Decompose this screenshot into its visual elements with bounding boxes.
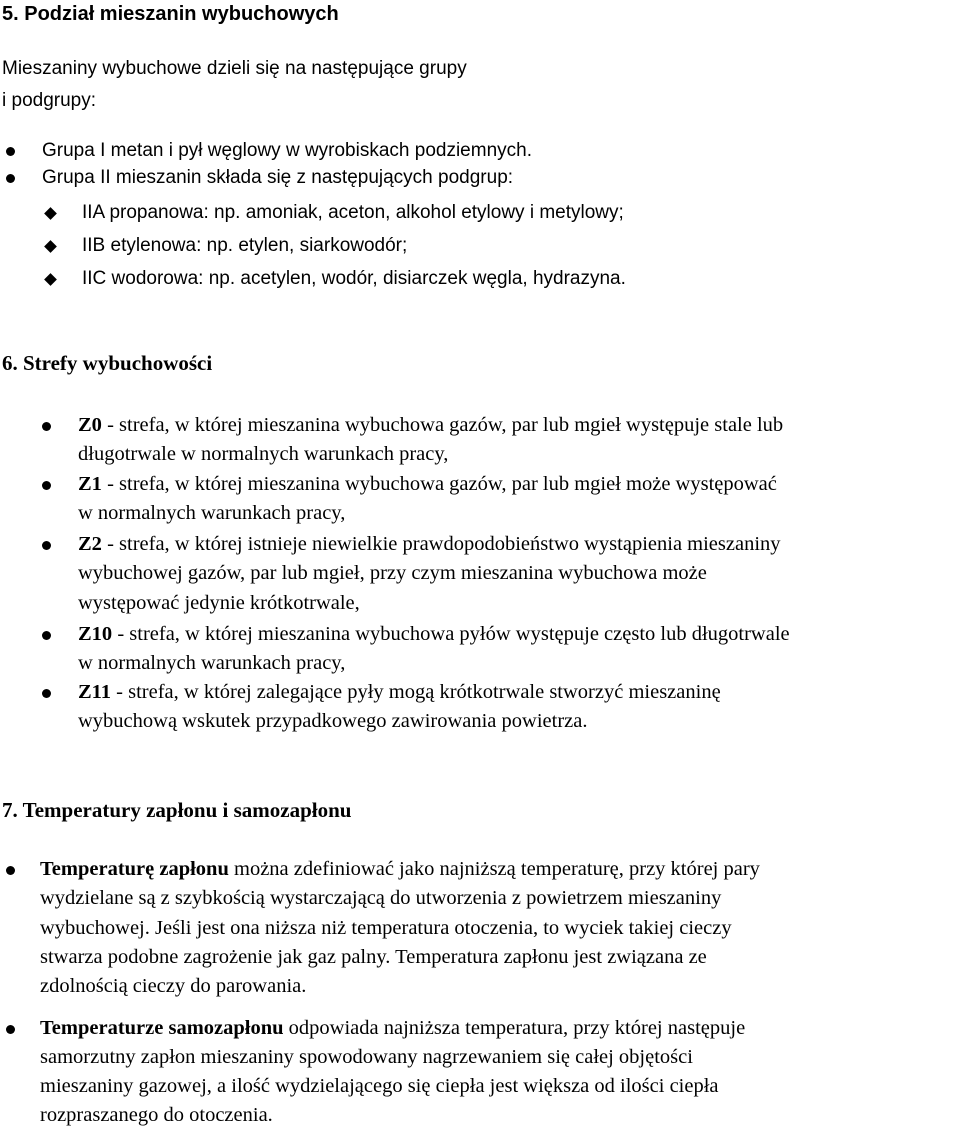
bullet-icon bbox=[42, 631, 51, 640]
zone-z10-code: Z10 bbox=[78, 623, 113, 645]
subgroup-iia-item: IIA propanowa: np. amoniak, aceton, alkohol etylowy i metylowy; bbox=[82, 202, 624, 223]
zone-z0-line-2: długotrwale w normalnych warunkach pracy, bbox=[78, 443, 449, 465]
zone-z2-line-2: wybuchowej gazów, par lub mgieł, przy czym mieszanina wybuchowa może bbox=[78, 562, 707, 584]
autoignition-line-1: Temperaturze samozapłonu odpowiada najniższa temperatura, przy której następuje bbox=[40, 1017, 746, 1039]
zone-z1-line-1: Z1 - strefa, w której mieszanina wybuchowa gazów, par lub mgieł może występować bbox=[78, 473, 777, 495]
section-5-heading: 5. Podział mieszanin wybuchowych bbox=[2, 3, 339, 25]
diamond-bullet-icon bbox=[44, 273, 57, 286]
bullet-icon bbox=[6, 174, 15, 183]
section-5-intro-line-1: Mieszaniny wybuchowe dzieli się na następujące grupy bbox=[2, 58, 467, 79]
flash-point-line-2: wydzielane są z szybkością wystarczającą do utworzenia z powietrzem mieszaniny bbox=[40, 887, 722, 909]
bullet-icon bbox=[6, 1025, 15, 1034]
autoignition-line-2: samorzutny zapłon mieszaniny spowodowany nagrzewaniem się całej objętości bbox=[40, 1046, 693, 1068]
bullet-icon bbox=[42, 689, 51, 698]
bullet-icon bbox=[42, 422, 51, 431]
group-1-item: Grupa I metan i pył węglowy w wyrobiskach podziemnych. bbox=[42, 140, 532, 161]
autoignition-term: Temperaturze samozapłonu bbox=[40, 1017, 284, 1039]
zone-z10-line-2: w normalnych warunkach pracy, bbox=[78, 652, 346, 674]
flash-point-line-3: wybuchowej. Jeśli jest ona niższa niż temperatura otoczenia, to wyciek takiej cieczy bbox=[40, 917, 732, 939]
bullet-icon bbox=[6, 866, 15, 875]
zone-z0-code: Z0 bbox=[78, 414, 102, 436]
diamond-bullet-icon bbox=[44, 240, 57, 253]
section-7-heading: 7. Temperatury zapłonu i samozapłonu bbox=[2, 798, 352, 822]
zone-z11-code: Z11 bbox=[78, 681, 112, 703]
zone-z2-line-1: Z2 - strefa, w której istnieje niewielkie prawdopodobieństwo wystąpienia mieszaniny bbox=[78, 533, 781, 555]
zone-z1-code: Z1 bbox=[78, 473, 102, 495]
zone-z11-line-1: Z11 - strefa, w której zalegające pyły mogą krótkotrwale stworzyć mieszaninę bbox=[78, 681, 721, 703]
zone-z10-line-1: Z10 - strefa, w której mieszanina wybuchowa pyłów występuje często lub długotrwale bbox=[78, 623, 790, 645]
flash-point-term: Temperaturę zapłonu bbox=[40, 858, 229, 880]
zone-z11-line-2: wybuchową wskutek przypadkowego zawirowania powietrza. bbox=[78, 710, 588, 732]
section-6-heading: 6. Strefy wybuchowości bbox=[2, 351, 213, 375]
zone-z0-line-1: Z0 - strefa, w której mieszanina wybuchowa gazów, par lub mgieł występuje stale lub bbox=[78, 414, 784, 436]
diamond-bullet-icon bbox=[44, 207, 57, 220]
subgroup-iib-item: IIB etylenowa: np. etylen, siarkowodór; bbox=[82, 235, 408, 256]
autoignition-line-4: rozpraszanego do otoczenia. bbox=[40, 1104, 273, 1126]
bullet-icon bbox=[42, 541, 51, 550]
flash-point-line-4: stwarza podobne zagrożenie jak gaz palny. Temperatura zapłonu jest związana ze bbox=[40, 946, 707, 968]
flash-point-line-1: Temperaturę zapłonu można zdefiniować jako najniższą temperaturę, przy której pary bbox=[40, 858, 760, 880]
section-5-intro-line-2: i podgrupy: bbox=[2, 90, 97, 111]
zone-z2-line-3: występować jedynie krótkotrwale, bbox=[78, 592, 360, 614]
bullet-icon bbox=[6, 147, 15, 156]
zone-z1-line-2: w normalnych warunkach pracy, bbox=[78, 502, 346, 524]
subgroup-iic-item: IIC wodorowa: np. acetylen, wodór, disiarczek węgla, hydrazyna. bbox=[82, 268, 626, 289]
flash-point-line-5: zdolnością cieczy do parowania. bbox=[40, 975, 307, 997]
bullet-icon bbox=[42, 481, 51, 490]
group-2-item: Grupa II mieszanin składa się z następujących podgrup: bbox=[42, 167, 514, 188]
autoignition-line-3: mieszaniny gazowej, a ilość wydzielającego się ciepła jest większa od ilości ciepła bbox=[40, 1075, 719, 1097]
zone-z2-code: Z2 bbox=[78, 533, 102, 555]
